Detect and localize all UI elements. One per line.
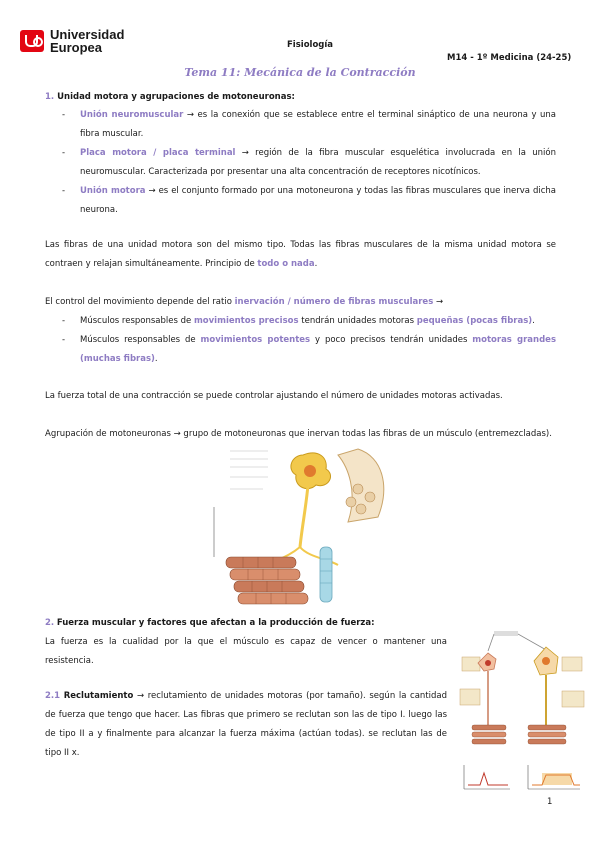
logo-text (50, 28, 124, 54)
bullet-dash: - (62, 110, 66, 120)
text: Músculos responsables de (80, 316, 194, 326)
section-1-heading (45, 88, 565, 107)
highlight: todo o nada (257, 259, 315, 269)
highlight: pequeñas (pocas fibras) (416, 316, 533, 326)
text: . (154, 354, 158, 364)
bullet-dash: - (62, 335, 66, 345)
highlight: motoras grandes (muchas fibras) (80, 335, 556, 364)
bullet-union-motora (80, 182, 556, 220)
page-number: 1 (547, 797, 553, 807)
highlight: movimientos potentes (200, 335, 311, 345)
section-number: 1. (45, 92, 55, 102)
definition: → región de la fibra muscular esquelética involucrada en la unión neuromuscular. Caracterizada por presentar una alta concentración de receptores nicotínicos. (80, 148, 556, 177)
bullet-union-neuromuscular (80, 106, 556, 144)
logo-line-1: Universidad (50, 27, 125, 42)
bullet-precise-movements (80, 312, 556, 331)
motor-unit-figure (208, 447, 394, 617)
text: . (532, 316, 535, 326)
bullet-dash: - (62, 148, 66, 158)
highlight: movimientos precisos (193, 316, 299, 326)
section-heading-text: Fuerza muscular y factores que afectan a la producción de fuerza: (56, 618, 375, 628)
text: → (433, 297, 444, 307)
text: . (314, 259, 318, 269)
paragraph-agrupacion: Agrupación de motoneuronas → grupo de motoneuronas que inervan todas las fibras de un músculo (entremezcladas). (45, 429, 552, 439)
term: Reclutamiento (63, 691, 134, 701)
term: Unión motora (80, 186, 146, 196)
bullet-dash: - (62, 186, 66, 196)
header-subject: Fisiología (287, 40, 334, 50)
definition: → es el conjunto formado por una motoneurona y todas las fibras musculares que inerva dicha neurona. (80, 186, 556, 215)
section-number: 2. (45, 618, 55, 628)
text: y poco precisos tendrán unidades (310, 335, 473, 345)
recruitment-figure (458, 625, 586, 795)
document-title: Tema 11: Mecánica de la Contracción (184, 66, 416, 79)
bullet-powerful-movements (80, 331, 556, 369)
paragraph-reclutamiento (45, 687, 447, 763)
term: Placa motora / placa terminal (80, 148, 236, 158)
paragraph-fibras (45, 236, 556, 274)
subsection-number: 2.1 (45, 691, 61, 701)
header-course: M14 - 1º Medicina (24-25) (447, 53, 572, 63)
section-2-heading (45, 614, 465, 633)
university-logo (20, 28, 124, 54)
text: Las fibras de una unidad motora son del mismo tipo. Todas las fibras musculares de la misma unidad motora se contraen y relajan simultáneamente. Principio de (45, 240, 556, 269)
term: Unión neuromuscular (80, 110, 184, 120)
paragraph-control (45, 293, 556, 312)
text: Músculos responsables de (80, 335, 201, 345)
bullet-dash: - (62, 316, 66, 326)
definition: → es la conexión que se establece entre el terminal sináptico de una neurona y una fibra muscular. (80, 110, 557, 139)
text: El control del movimiento depende del ratio (45, 297, 235, 307)
text: tendrán unidades motoras (298, 316, 417, 326)
logo-line-2: Europea (50, 40, 103, 55)
section-heading-text: Unidad motora y agrupaciones de motoneuronas: (57, 92, 295, 102)
paragraph-fuerza: La fuerza es la cualidad por la que el músculo es capaz de vencer o mantener una resistencia. (45, 637, 447, 666)
bullet-placa-motora (80, 144, 556, 182)
paragraph-fuerza-total: La fuerza total de una contracción se puede controlar ajustando el número de unidades motoras activadas. (45, 391, 503, 401)
definition: → reclutamiento de unidades motoras (por tamaño). según la cantidad de fuerza que tengo que hacer. Las fibras que primero se reclutan son las de tipo I. luego las de tipo II a y finalmente para alcanzar la fuerza máxima (actúan todas). se reclutan las de tipo II x. (45, 691, 448, 758)
highlight: inervación / número de fibras musculares (234, 297, 434, 307)
ue-logo-icon (20, 30, 44, 52)
